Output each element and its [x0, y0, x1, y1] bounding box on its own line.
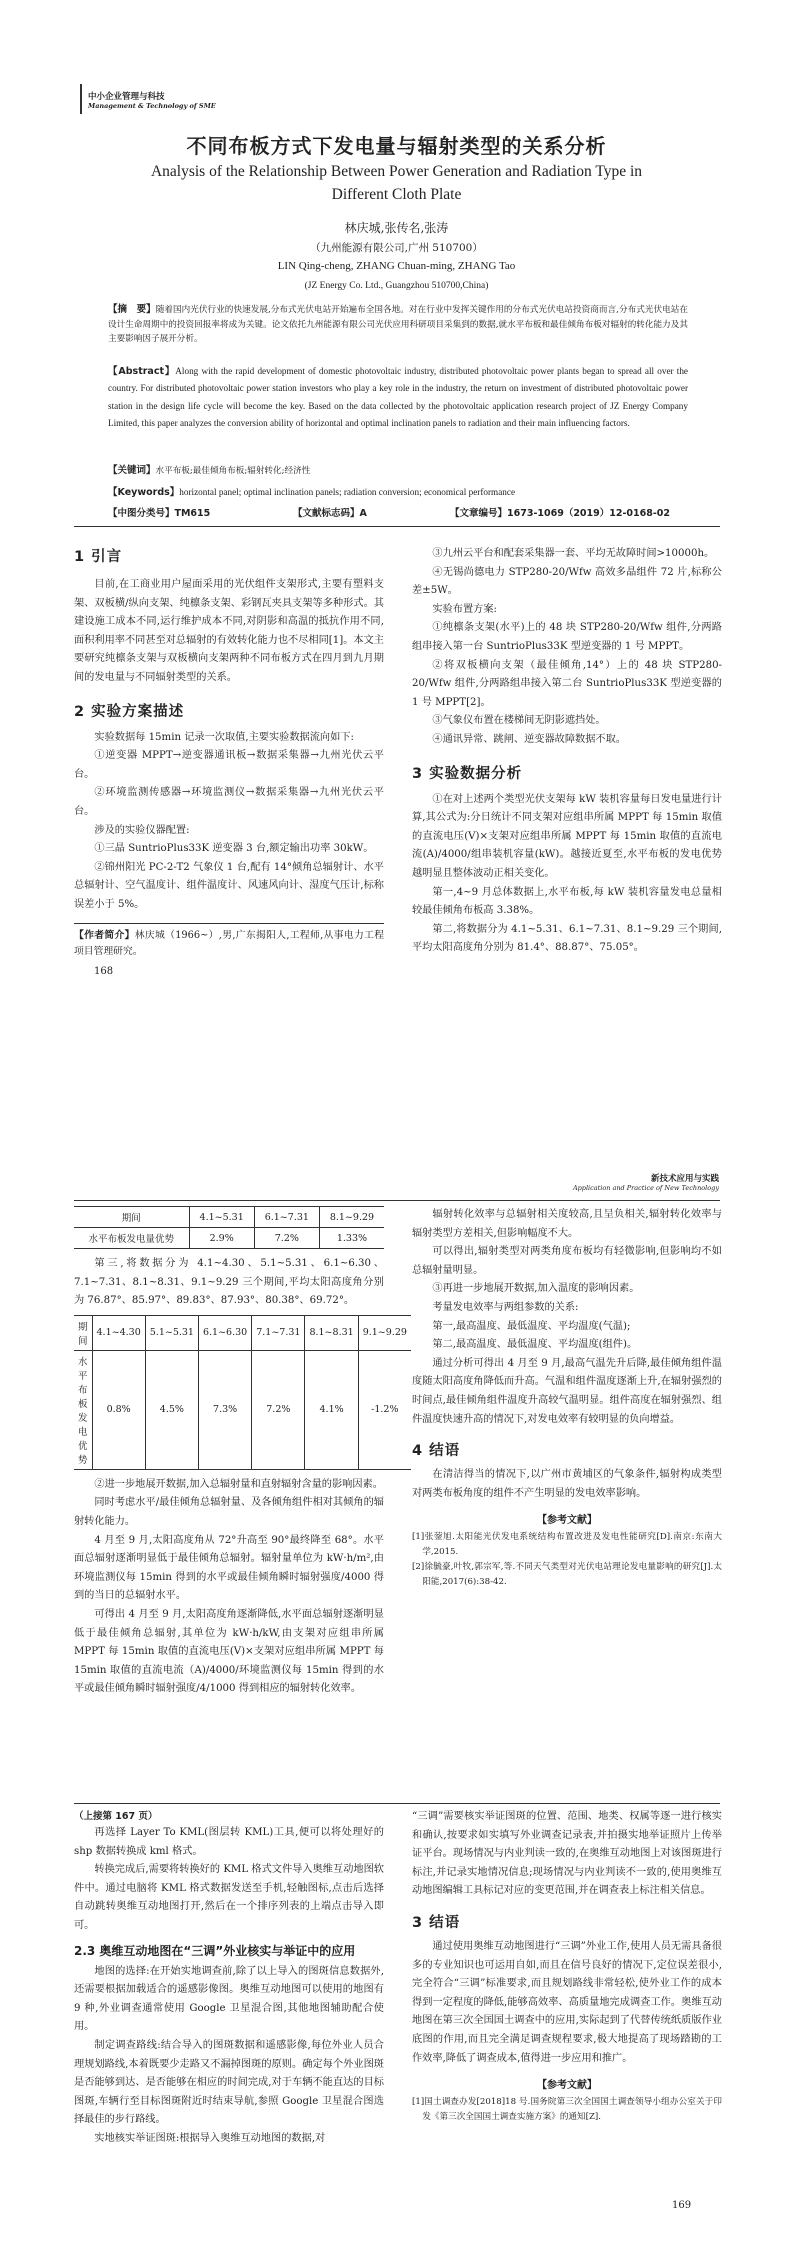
table-header-cell: 7.1~7.31 — [252, 1315, 305, 1350]
document-code: 【文献标志码】A — [293, 508, 367, 519]
keywords-en — [108, 484, 688, 498]
paragraph: 涉及的实验仪器配置: — [94, 824, 190, 836]
abstract-en-label: 【Abstract】 — [108, 366, 176, 377]
paragraph: 再选择 Layer To KML(图层转 KML)工具,便可以将处理好的 shp 数据转换成 kml 格式。 — [74, 1827, 384, 1857]
article-number: 【文章编号】1673-1069（2019）12-0168-02 — [450, 508, 671, 519]
right-column — [412, 1206, 722, 1590]
lower-left-column — [74, 1808, 384, 2149]
abstract-cn-label: 【摘 要】 — [108, 304, 156, 315]
paper-title-en-2: Different Cloth Plate — [331, 186, 462, 203]
table-header-cell: 8.1~9.29 — [319, 1207, 384, 1228]
keywords-en-label: 【Keywords】 — [108, 487, 180, 498]
table-cell: 2.9% — [189, 1228, 254, 1249]
left-column — [74, 545, 384, 977]
paragraph: ④无锡尚德电力 STP280-20/Wfw 高效多晶组件 72 片,标称公差±5W。 — [412, 566, 722, 597]
keywords-cn-label: 【关键词】 — [108, 465, 156, 476]
table-header-row — [74, 1207, 384, 1228]
table-header-cell: 期间 — [74, 1315, 92, 1350]
lower-right-column — [412, 1808, 722, 2125]
abstract-en — [108, 363, 688, 432]
table-cell: 7.2% — [252, 1350, 305, 1469]
header-divider — [74, 1200, 720, 1201]
section-header-en: Application and Practice of New Technology — [572, 1184, 719, 1192]
continued-divider — [74, 1803, 720, 1804]
paragraph: 考量发电效率与两组参数的关系: — [432, 1301, 579, 1313]
left-column — [74, 1206, 407, 1699]
section-header-cn: 新技术应用与实践 — [650, 1174, 719, 1184]
page-number: 169 — [672, 2200, 692, 2211]
paragraph: 目前,在工商业用户屋面采用的光伏组件支架形式,主要有塑料支架、双板横/纵向支架、纯檩条支架、彩钢瓦夹具支架等多种形式。其建设施工成本不同,运行维护成本不同,对阴影和高温的抵抗作用不同,面积利用率不同甚至对总辐射的有效转化能力也不尽相同[1]。本文主要研究纯檩条支架与双板横向支架两种不同布板方式在四月到九月期间的发电量与不同辐射类型的关系。 — [74, 579, 384, 683]
paragraph: ①在对上述两个类型光伏支架每 kW 装机容量每日发电量进行计算,其公式为:分日统计不同支架对应组串所属 MPPT 每 15min 取值的直流电压(V)×支架对应组串所属 MPPT 每 15min 取值的直流电流(A)/4000/组串装机容量(kW)。越接近夏至,水平布板的发电优势越明显且整体波动正相关变化。 — [412, 793, 722, 879]
table-header-cell: 期间 — [74, 1207, 189, 1228]
section-3-title: 3 实验数据分析 — [412, 765, 523, 782]
table-period-advantage — [74, 1206, 384, 1249]
table-row-label: 水平布板发电量优势 — [74, 1228, 189, 1249]
paragraph: ②锦州阳光 PC-2-T2 气象仪 1 台,配有 14°倾角总辐射计、水平总辐射计、空气温度计、组件温度计、风速风向计、湿度气压计,标称误差小于 5%。 — [74, 861, 384, 910]
table-row-label: 水平布板发电优势 — [74, 1350, 92, 1469]
section-4-title: 4 结语 — [412, 1443, 461, 1460]
paragraph: ②环境监测传感器→环境监测仪→数据采集器→九州光伏云平台。 — [74, 787, 384, 817]
journal-header — [88, 90, 216, 110]
section-header — [573, 1172, 719, 1192]
table-header-cell: 4.1~4.30 — [92, 1315, 145, 1350]
footnote-divider — [74, 923, 384, 924]
table-header-row — [74, 1315, 411, 1350]
paragraph: ①纯檩条支架(水平)上的 48 块 STP280-20/Wfw 组件,分两路组串接入第一台 SuntrioPlus33K 型逆变器的 1 号 MPPT。 — [412, 622, 722, 652]
paragraph: ①三晶 SuntrioPlus33K 逆变器 3 台,额定输出功率 30kW。 — [94, 843, 374, 855]
paragraph: 第三,将数据分为 4.1~4.30、5.1~5.31、6.1~6.30、7.1~7.31、8.1~8.31、9.1~9.29 三个期间,平均太阳高度角分别为 76.87°、85.97°、89.83°、87.93°、80.38°、69.72°。 — [74, 1258, 384, 1307]
section-3-conclusion-title: 3 结语 — [412, 1914, 461, 1931]
paragraph: 实验数据每 15min 记录一次取值,主要实验数据流向如下: — [94, 731, 354, 743]
paragraph: 地图的选择:在开始实地调查前,除了以上导入的图斑信息数据外,还需要根据加载适合的遥感影像图。奥维互动地图可以使用的地图有 9 种,外业调查通常使用 Google 卫星混合图,其他地图辅助配合使用。 — [74, 1965, 384, 2033]
author-note — [74, 928, 384, 960]
reference-item: [2]徐毓豪,叶牧,郭宗军,等.不同天气类型对光伏电站理论发电量影响的研究[J].太阳能,2017(6):38-42. — [412, 1562, 722, 1588]
paragraph: 第一,4~9 月总体数据上,水平布板,每 kW 装机容量发电总量相较最佳倾角布板高 3.38%。 — [412, 886, 722, 917]
abstract-en-text: Along with the rapid development of domestic photovoltaic industry, distributed photovoltaic power plants began to spread all over the country. For distributed photovoltaic power station investors who play a key role in the industry, the return on investment of distributed photovoltaic power station in the design life cycle will become the key. Based on the data collected by the photovoltaic application research project of JZ Energy Company Limited, this paper analyzes the conversion ability of horizontal and optimal inclination panels to radiation and their main influencing factors. — [108, 366, 688, 428]
abstract-cn — [108, 303, 688, 347]
header-divider — [74, 526, 720, 527]
table-header-cell: 9.1~9.29 — [358, 1315, 411, 1350]
authors-cn: 林庆城,张传名,张涛 — [344, 221, 449, 235]
affiliation-en: (JZ Energy Co. Ltd., Guangzhou 510700,China) — [304, 281, 489, 291]
paragraph: ②将双板横向支架（最佳倾角,14°）上的 48 块 STP280-20/Wfw 组件,分两路组串接入第二台 SuntrioPlus33K 型逆变器的 1 号 MPPT[2]。 — [412, 659, 722, 708]
table-header-cell: 8.1~8.31 — [305, 1315, 358, 1350]
table-monthly-advantage — [74, 1315, 411, 1470]
paragraph: 制定调查路线:结合导入的图斑数据和遥感影像,每位外业人员合理规划路线,本着既要少走路又不漏掉图斑的原则。确定每个外业图斑是否能够到达、是否能够在相应的时间完成,对于车辆不能直达的目标图斑,车辆行至目标图斑附近时结束导航,参照 Google 卫星混合图选择最佳的步行路线。 — [74, 2039, 384, 2126]
paragraph: 同时考虑水平/最佳倾角总辐射量、及各倾角组件相对其倾角的辐射转化能力。 — [74, 1497, 384, 1527]
paragraph: 4 月至 9 月,太阳高度角从 72°升高至 90°最终降至 68°。水平面总辐射逐渐明显低于最佳倾角总辐射。辐射量单位为 kW·h/m²,由环境监测仪每 15min 得到的水平或最佳倾角瞬时辐射强度/4000 得到的当日的总辐射水平。 — [74, 1534, 384, 1602]
paper-title: 不同布板方式下发电量与辐射类型的关系分析 — [186, 134, 607, 158]
journal-name-cn: 中小企业管理与科技 — [88, 92, 165, 102]
table-cell: -1.2% — [358, 1350, 411, 1469]
table-cell: 7.2% — [254, 1228, 319, 1249]
authors-en: LIN Qing-cheng, ZHANG Chuan-ming, ZHANG Tao — [277, 260, 516, 272]
table-cell: 1.33% — [319, 1228, 384, 1249]
journal-name-en: Management & Technology of SME — [88, 102, 216, 110]
header-bracket — [80, 84, 86, 114]
paragraph: 在清洁得当的情况下,以广州市黄埔区的气象条件,辐射构成类型对两类布板角度的组件不产生明显的发电效率影响。 — [412, 1469, 722, 1499]
continued-label: （上接第 167 页） — [74, 1811, 158, 1822]
paragraph: ③气象仪布置在楼梯间无阴影遮挡处。 — [432, 715, 606, 727]
table-cell: 0.8% — [92, 1350, 145, 1469]
author-note-label: 【作者简介】 — [74, 929, 135, 941]
table-header-cell: 4.1~5.31 — [189, 1207, 254, 1228]
paper-title-en-1: Analysis of the Relationship Between Power Generation and Radiation Type in — [150, 163, 643, 180]
paragraph: 第二,最高温度、最低温度、平均温度(组件)。 — [432, 1339, 638, 1351]
keywords-cn-text: 水平布板;最佳倾角布板;辐射转化;经济性 — [155, 466, 311, 476]
paragraph: 第二,将数据分为 4.1~5.31、6.1~7.31、8.1~9.29 三个期间,平均太阳高度角分别为 81.4°、88.87°、75.05°。 — [412, 923, 722, 954]
section-1-title: 1 引言 — [74, 549, 123, 565]
table-cell: 7.3% — [198, 1350, 251, 1469]
abstract-cn-text: 随着国内光伏行业的快速发展,分布式光伏电站开始遍布全国各地。对在行业中发挥关键作用的分布式光伏电站投资商而言,分布式光伏电站在设计生命周期中的投资回报率将成为关键。论文依托九州能源有限公司光伏应用科研项目采集到的数据,就水平布板和最佳倾角布板对辐射的转化能力及其主要影响因子展开分析。 — [108, 305, 688, 344]
paragraph: ③九州云平台和配套采集器一套、平均无故障时间>10000h。 — [432, 548, 715, 559]
keywords-cn — [108, 464, 688, 479]
keywords-en-text: horizontal panel; optimal inclination panels; radiation conversion; economical performance — [179, 487, 516, 497]
table-row — [74, 1350, 411, 1469]
author-note-text: 林庆城（1966~）,男,广东揭阳人,工程师,从事电力工程项目管理研究。 — [74, 929, 384, 957]
paragraph: ③再进一步地展开数据,加入温度的影响因素。 — [432, 1283, 640, 1295]
references-title: 【参考文献】 — [537, 1515, 597, 1527]
paragraph: ①逆变器 MPPT→逆变器通讯板→数据采集器→九州光伏云平台。 — [74, 750, 384, 780]
paragraph: 通过使用奥维互动地图进行“三调”外业工作,使用人员无需具备很多的专业知识也可运用自如,而且在信号良好的情况下,定位误差很小,完全符合“三调”标准要求,而且规划路线非常轻松,使外业工作的成本得到一定程度的降低,能够高效率、高质量地完成调查工作。奥维互动地图在第三次全国国土调查中的应用,实际起到了代替传统纸质版作业底图的作用,而且完全满足调查规程要求,极大地提高了现场踏勘的工作效率,降低了调查成本,值得进一步应用和推广。 — [412, 1940, 722, 2064]
subsection-title: 2.3 奥维互动地图在“三调”外业核实与举证中的应用 — [74, 1943, 356, 1958]
paragraph: 可以得出,辐射类型对两类角度布板均有轻微影响,但影响均不如总辐射量明显。 — [412, 1246, 722, 1276]
table-cell: 4.5% — [145, 1350, 198, 1469]
paragraph: “三调”需要核实举证图斑的位置、范围、地类、权属等逐一进行核实和确认,按要求如实填写外业调查记录表,并拍摄实地举证照片上传举证平台。现场情况与内业判读一致的,在奥维互动地图上对该图斑进行标注,并记录实地情况信息;现场情况与内业判读不一致的,使用奥维互动地图编辑工具标记对应的变更范围,并在调查表上标注相关信息。 — [412, 1811, 722, 1897]
table-header-cell: 6.1~7.31 — [254, 1207, 319, 1228]
table-header-cell: 5.1~5.31 — [145, 1315, 198, 1350]
affiliation-cn: （九州能源有限公司,广州 510700） — [310, 242, 483, 254]
paragraph: ④通讯异常、跳闸、逆变器故障数据不取。 — [432, 733, 626, 745]
table-header-cell: 6.1~6.30 — [198, 1315, 251, 1350]
paragraph: ②进一步地展开数据,加入总辐射量和直射辐射含量的影响因素。 — [94, 1478, 383, 1490]
page-168 — [0, 0, 793, 1080]
page-number: 168 — [94, 965, 114, 977]
page-169 — [0, 1140, 793, 2244]
table-cell: 4.1% — [305, 1350, 358, 1469]
references-title: 【参考文献】 — [537, 2080, 597, 2092]
paragraph: 实验布置方案: — [432, 603, 497, 615]
paragraph: 转换完成后,需要将转换好的 KML 格式文件导入奥维互动地图软件中。通过电脑将 KML 格式数据发送至手机,轻触图标,点击后选择自动跳转奥维互动地图打开,然后在一个排序列表的上端点击导入即可。 — [74, 1864, 384, 1931]
table-row — [74, 1228, 384, 1249]
reference-item: [1]张蓥旭.太阳能光伏发电系统结构布置改进及发电性能研究[D].南京:东南大学,2015. — [412, 1532, 722, 1558]
clc-number: 【中图分类号】TM615 — [108, 508, 211, 519]
paragraph: 实地核实举证图斑:根据导入奥维互动地图的数据,对 — [94, 2132, 326, 2144]
right-column — [412, 545, 722, 958]
paragraph: 辐射转化效率与总辐射相关度较高,且呈负相关,辐射转化效率与辐射类型方差相关,但影响幅度不大。 — [412, 1209, 722, 1239]
paragraph: 第一,最高温度、最低温度、平均温度(气温); — [432, 1320, 631, 1332]
reference-item: [1]国土调查办发[2018]18 号.国务院第三次全国国土调查领导小组办公室关于印发《第三次全国国土调查实施方案》的通知[Z]. — [412, 2097, 722, 2123]
paragraph: 可得出 4 月至 9 月,太阳高度角逐渐降低,水平面总辐射逐渐明显低于最佳倾角总辐射,其单位为 kW·h/kW,由支架对应组串所属 MPPT 每 15min 取值的直流电压(V)×支架对应组串所属 MPPT 每 15min 取值的直流电流（A)/4000/环境监测仪每 15min 得到的水平或最佳倾角瞬时辐射强度/4/1000 得到相应的辐射转化效率。 — [74, 1608, 384, 1695]
section-2-title: 2 实验方案描述 — [74, 703, 185, 720]
paragraph: 通过分析可得出 4 月至 9 月,最高气温先升后降,最佳倾角组件温度随太阳高度角降低而升高。气温和组件温度逐渐上升,在辐射强烈的时间点,最佳倾角组件温度升高较气温明显。组件高度在辐射强烈、组件温度快速升高的情况下,对发电效率有较明显的负向增益。 — [412, 1357, 722, 1425]
